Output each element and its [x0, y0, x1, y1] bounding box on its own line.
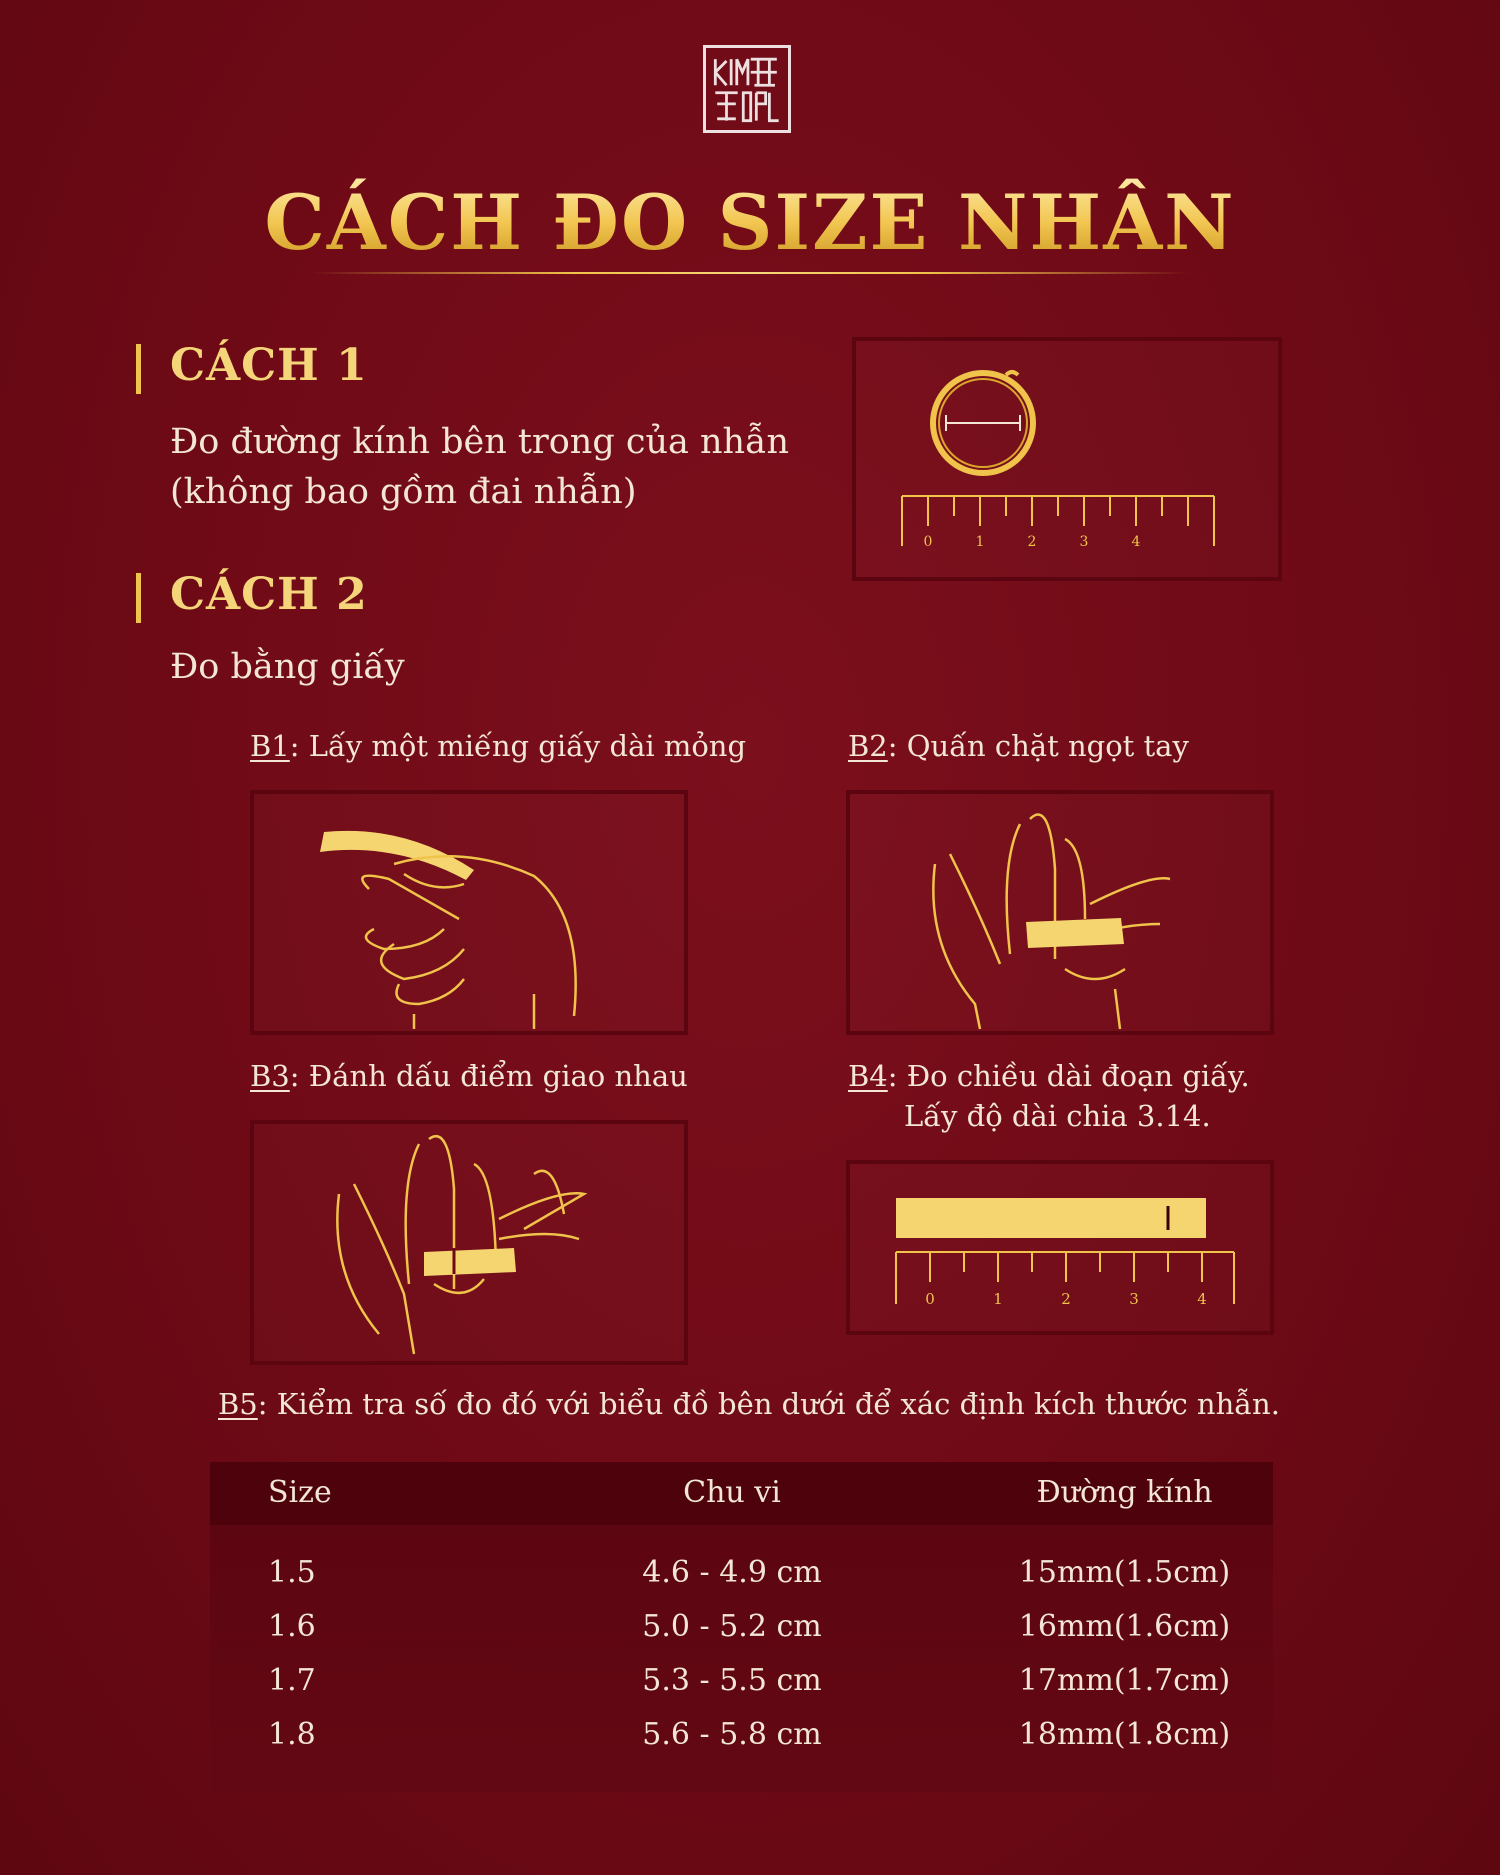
method1-accent-bar [136, 344, 141, 394]
row1-circumference: 4.6 - 4.9 cm [642, 1555, 822, 1590]
method2-subtitle: Đo bằng giấy [170, 647, 405, 687]
method1-text-line2: (không bao gồm đai nhẫn) [170, 472, 637, 512]
ruler1-tick-1: 1 [975, 534, 985, 550]
step4-text: : Đo chiều dài đoạn giấy. [887, 1059, 1250, 1093]
step2-illustration [846, 790, 1274, 1035]
ruler2-tick-4: 4 [1197, 1290, 1207, 1308]
method2-accent-bar [136, 573, 141, 623]
ruler1-tick-4: 4 [1131, 534, 1141, 550]
row1-diameter: 15mm(1.5cm) [1018, 1555, 1231, 1590]
row4-diameter: 18mm(1.8cm) [1018, 1717, 1231, 1752]
title-divider [310, 272, 1190, 274]
step2-label [848, 726, 1189, 766]
step4-tag: B4 [848, 1059, 888, 1093]
step5-text: : Kiểm tra số đo đó với biểu đồ bên dưới để xác định kích thước nhẫn. [257, 1387, 1280, 1421]
ring-size-table [210, 1462, 1273, 1792]
header-size: Size [268, 1475, 332, 1510]
step3-tag: B3 [250, 1059, 290, 1093]
marked-paper-band-icon [424, 1248, 516, 1276]
row2-size: 1.6 [268, 1609, 316, 1644]
step4-label [848, 1056, 1250, 1096]
header-diameter: Đường kính [1036, 1475, 1213, 1510]
ring-diameter-illustration [852, 337, 1282, 581]
step5-tag: B5 [218, 1387, 258, 1421]
step1-label [250, 726, 746, 766]
step3-text: : Đánh dấu điểm giao nhau [289, 1059, 688, 1093]
paper-strip-measure-icon [896, 1198, 1206, 1238]
step2-tag: B2 [848, 729, 888, 763]
ruler2-tick-3: 3 [1129, 1290, 1139, 1308]
row2-circumference: 5.0 - 5.2 cm [642, 1609, 822, 1644]
header-circumference: Chu vi [683, 1475, 781, 1510]
step1-illustration [250, 790, 688, 1035]
method2-heading: CÁCH 2 [170, 569, 368, 620]
step3-illustration [250, 1120, 688, 1365]
step4-illustration [846, 1160, 1274, 1335]
step1-text: : Lấy một miếng giấy dài mỏng [289, 729, 747, 763]
mark-intersection-icon [337, 1136, 584, 1354]
row4-circumference: 5.6 - 5.8 cm [642, 1717, 822, 1752]
row2-diameter: 16mm(1.6cm) [1018, 1609, 1231, 1644]
paper-band-icon [1026, 918, 1124, 948]
row3-size: 1.7 [268, 1663, 316, 1698]
diameter-marker [946, 415, 1020, 431]
method1-text-line1: Đo đường kính bên trong của nhẫn [170, 422, 790, 462]
step2-text: : Quấn chặt ngọt tay [887, 729, 1189, 763]
step1-tag: B1 [250, 729, 290, 763]
ruler1-tick-3: 3 [1079, 534, 1089, 550]
brand-seal-logo [703, 45, 791, 133]
row1-size: 1.5 [268, 1555, 316, 1590]
row3-diameter: 17mm(1.7cm) [1018, 1663, 1231, 1698]
ruler2-tick-0: 0 [925, 1290, 935, 1308]
row4-size: 1.8 [268, 1717, 316, 1752]
ring-ruler-illustration [856, 341, 1278, 577]
step4-text-line2: Lấy độ dài chia 3.14. [904, 1099, 1211, 1133]
hand-outline-icon [362, 856, 575, 1029]
ruler2-tick-2: 2 [1061, 1290, 1071, 1308]
row3-circumference: 5.3 - 5.5 cm [642, 1663, 822, 1698]
step5-label [218, 1384, 1280, 1424]
ruler1-tick-2: 2 [1027, 534, 1037, 550]
ruler1-tick-0: 0 [923, 534, 933, 550]
seal-glyphs [706, 48, 788, 130]
ruler-scale [902, 496, 1214, 546]
table-header [210, 1462, 1273, 1525]
method1-heading: CÁCH 1 [170, 340, 368, 391]
ruler2-tick-1: 1 [993, 1290, 1003, 1308]
page-title: CÁCH ĐO SIZE NHẪN [0, 178, 1500, 267]
step3-label [250, 1056, 688, 1096]
